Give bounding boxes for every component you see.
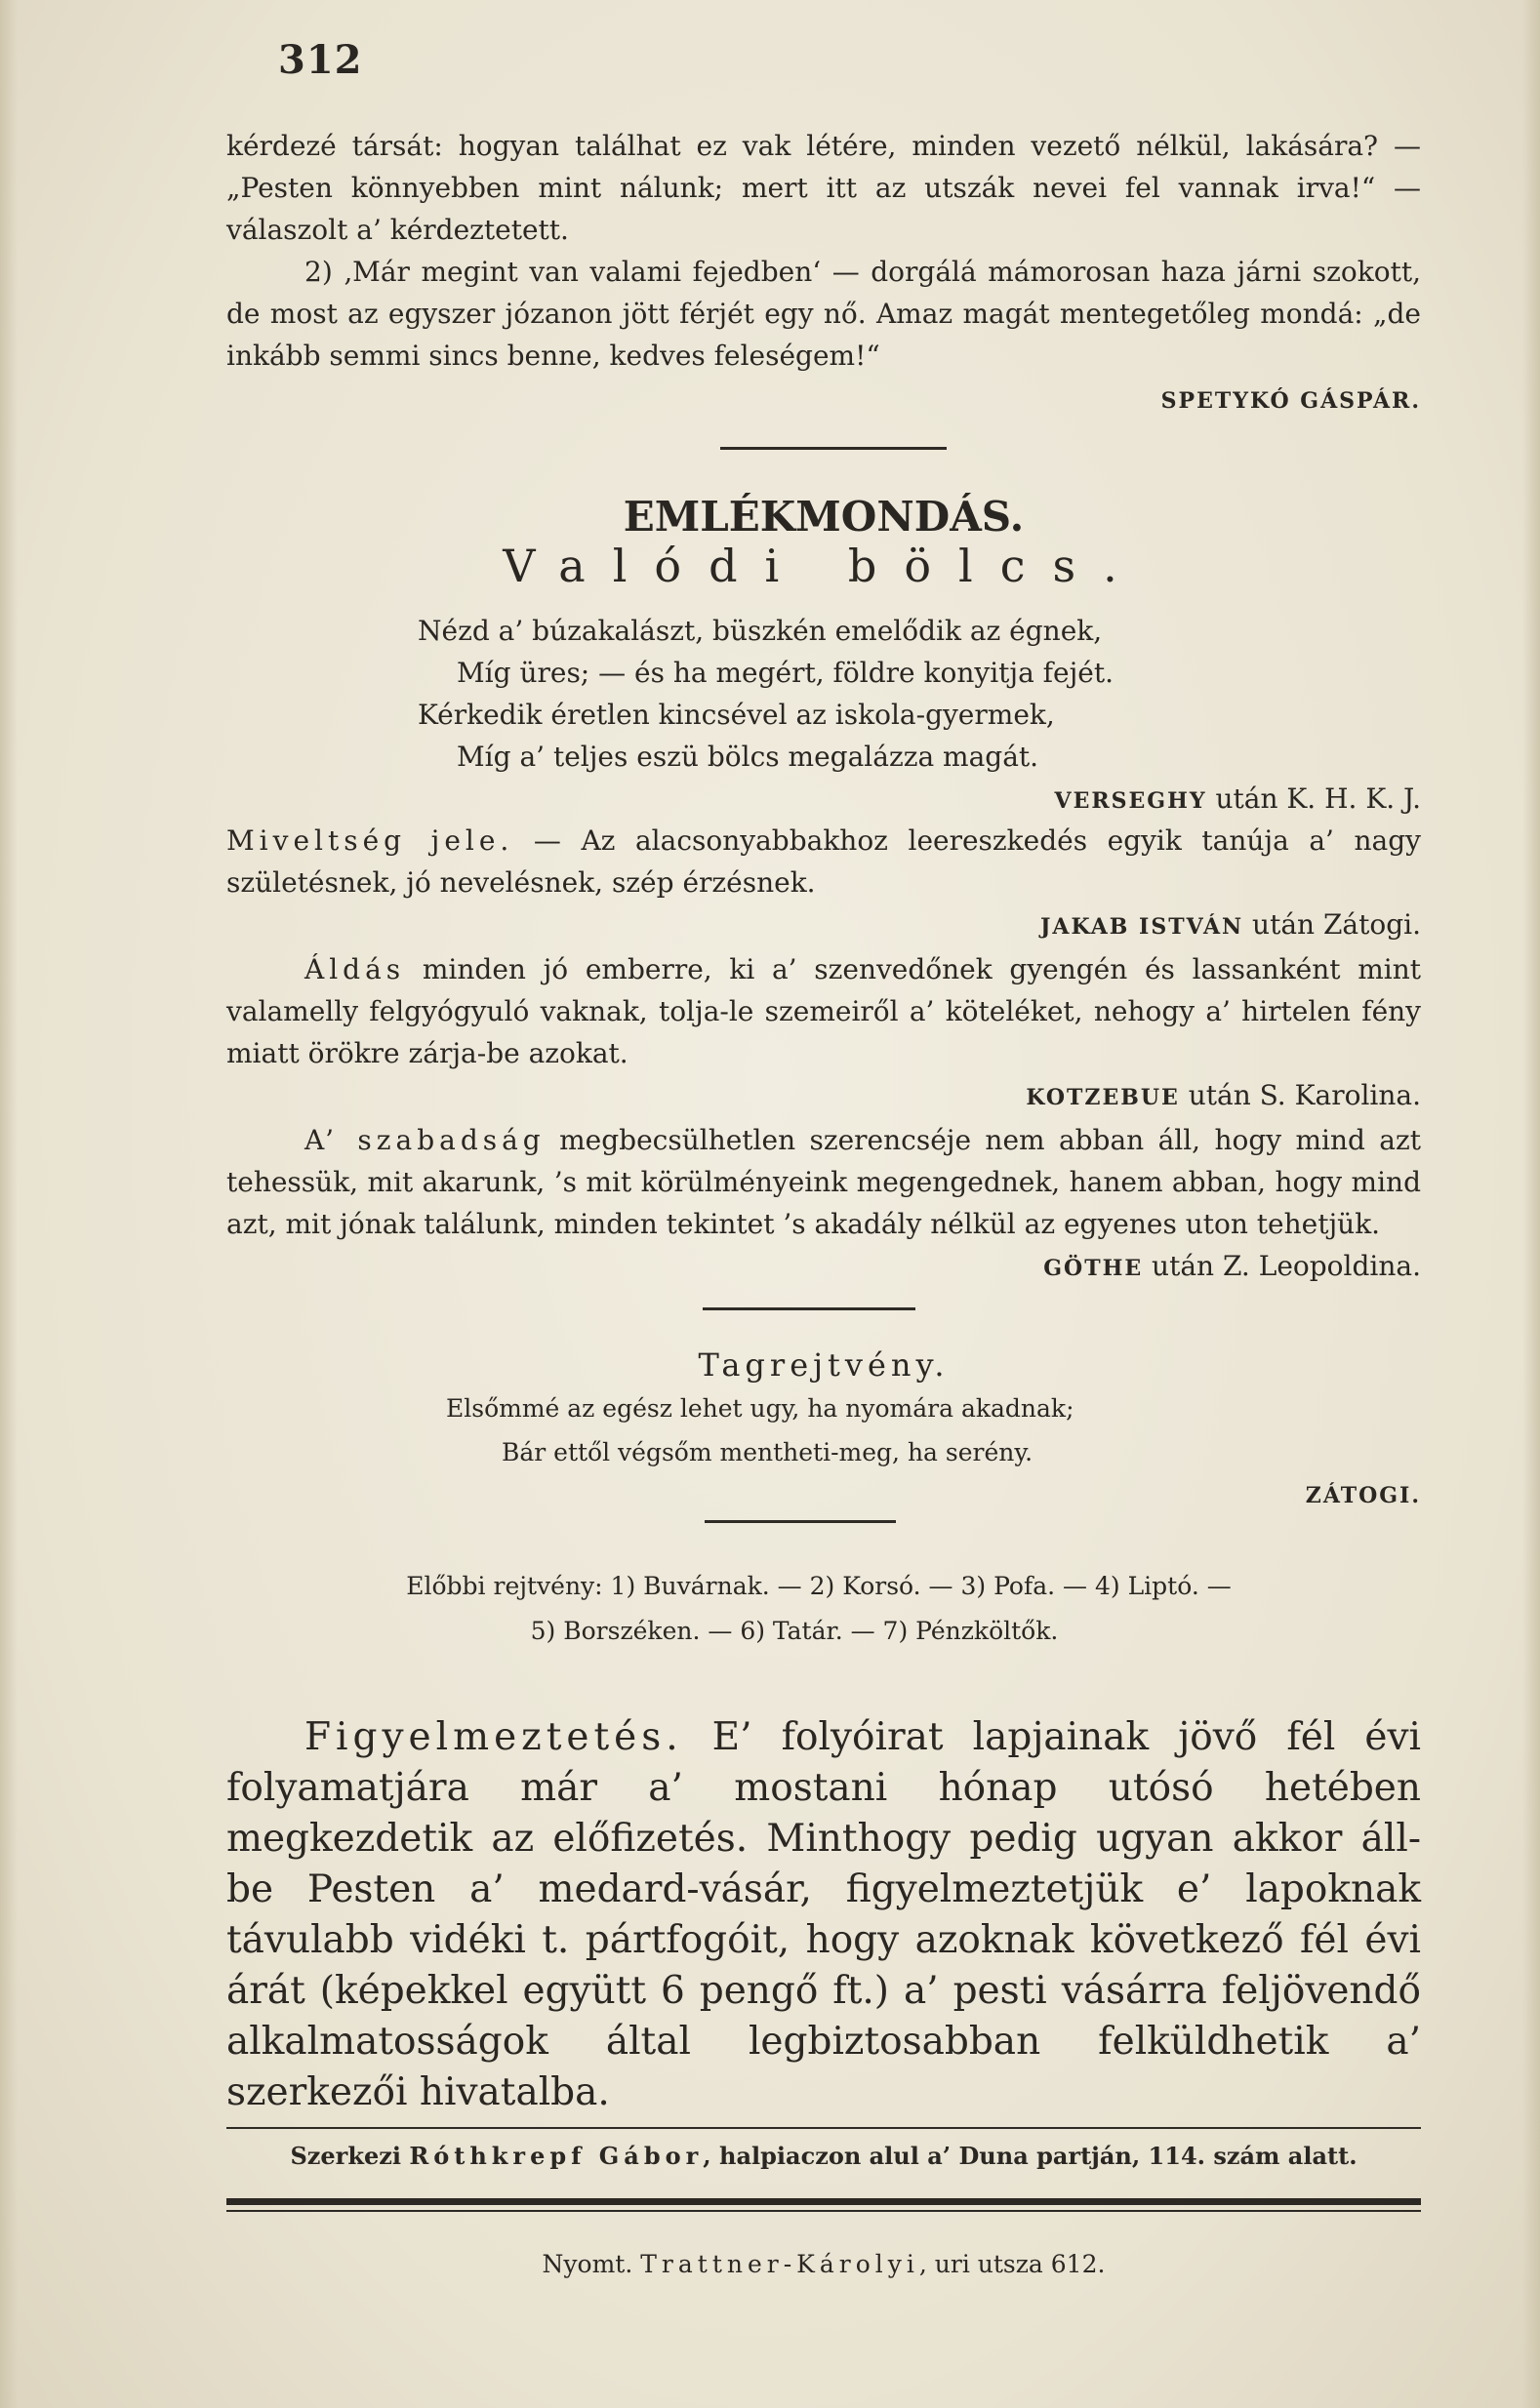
riddle-signature: ZÁTOGI.: [1305, 1483, 1421, 1508]
saying-2-author: KOTZEBUE: [1026, 1085, 1180, 1110]
answers-line-1: Előbbi rejtvény: 1) Buvárnak. — 2) Korsó. — 3) Pofa. — 4) Liptó. —: [406, 1572, 1232, 1600]
editor-name: Róthkrepf Gábor: [409, 2142, 704, 2170]
anecdote-signature: SPETYKÓ GÁSPÁR.: [1160, 388, 1421, 414]
printer-name: Trattner-Károlyi: [640, 2250, 919, 2278]
divider-rule-1: [720, 447, 947, 450]
page-right-edge: [1522, 0, 1540, 2408]
poem-block: [226, 610, 1421, 823]
saying-2-text: minden jó emberre, ki a’ szenvedőnek gyengén és lassanként mint valamelly felgyógyuló vaknak, tolja-le szemeiről a’ köteléket, nehogy a’ hirtelen fény miatt örökre zárja-be azokat.: [226, 953, 1421, 1069]
riddle-title: Tagrejtvény.: [698, 1346, 950, 1384]
poem-line-4: Míg a’ teljes eszü bölcs megalázza magát.: [457, 741, 1039, 773]
poem-line-2: Míg üres; — és ha megért, földre konyitja fejét.: [457, 657, 1114, 689]
saying-3: [226, 1119, 1421, 1245]
anecdote-block: [226, 125, 1421, 422]
printer-prefix: Nyomt.: [542, 2250, 641, 2278]
page-left-edge: [0, 0, 18, 2408]
riddle-line-2: Bár ettől végsőm mentheti-meg, ha serény.: [502, 1438, 1033, 1466]
poem-attribution-rest: után K. H. K. J.: [1206, 783, 1421, 815]
poem-title: Valódi bölcs.: [503, 540, 1145, 592]
sayings-block: [226, 820, 1421, 1290]
divider-rule-2: [703, 1307, 915, 1310]
footer-rule-top: [226, 2127, 1421, 2129]
riddle-block: [226, 1386, 1421, 1518]
divider-rule-3: [705, 1520, 896, 1523]
editor-line: [226, 2142, 1421, 2170]
notice-lead: Figyelmeztetés.: [304, 1715, 683, 1759]
notice-text: E’ folyóirat lapjainak jövő fél évi folyamatjára már a’ mostani hónap utósó hetében megkezdetik az előfizetés. Minthogy pedig ugyan akkor áll-be Pesten a’ medard-vásár, figyelmeztetjük e’ lapoknak távulabb vidéki t. pártfogóit, hogy azoknak következő fél évi árát (képekkel együtt 6 pengő ft.) a’ pesti vásárra feljövendő alkalmatosságok által legbiztosabban felküldhetik a’ szerkezői hivatalba.: [226, 1715, 1421, 2114]
notice-paragraph: [226, 1712, 1421, 2118]
riddle-line-1: Elsőmmé az egész lehet ugy, ha nyomára akadnak;: [446, 1394, 1074, 1423]
poem-line-1: Nézd a’ búzakalászt, büszkén emelődik az égnek,: [418, 615, 1103, 647]
poem-line-3: Kérkedik éretlen kincsével az iskola-gyermek,: [418, 699, 1055, 731]
saying-1-rest: után Zátogi.: [1243, 908, 1421, 941]
saying-1-attribution: [226, 903, 1421, 948]
saying-3-author: GÖTHE: [1043, 1256, 1144, 1281]
notice-block: [226, 1712, 1421, 2118]
previous-answers: [226, 1564, 1421, 1654]
anecdote-paragraph-2: 2) ‚Már megint van valami fejedben‘ — dorgálá mámorosan haza járni szokott, de most az egyszer józanon jött férjét egy nő. Amaz magát mentegetőleg mondá: „de inkább semmi sincs benne, kedves feleségem!“: [226, 256, 1421, 372]
saying-2-rest: után S. Karolina.: [1179, 1079, 1421, 1111]
saying-3-lead: A’ szabadság: [304, 1124, 546, 1156]
printer-line: [226, 2250, 1421, 2278]
page-number: 312: [278, 37, 363, 83]
saying-1-author: JAKAB ISTVÁN: [1040, 914, 1244, 940]
editor-prefix: Szerkezi: [290, 2142, 410, 2170]
footer-rule-thin: [226, 2210, 1421, 2212]
answers-line-2: 5) Borszéken. — 6) Tatár. — 7) Pénzköltők.: [530, 1617, 1059, 1645]
section-title: EMLÉKMONDÁS.: [623, 493, 1025, 541]
saying-1: [226, 820, 1421, 903]
editor-suffix: , halpiaczon alul a’ Duna partján, 114. szám alatt.: [703, 2142, 1358, 2170]
poem-attribution: [226, 778, 1421, 823]
printer-suffix: , uri utsza 612.: [918, 2250, 1106, 2278]
anecdote-paragraph-1: kérdezé társát: hogyan találhat ez vak létére, minden vezető nélkül, lakására? — „Pesten könnyebben mint nálunk; mert itt az utszák nevei fel vannak irva!“ — válaszolt a’ kérdeztetett.: [226, 130, 1421, 246]
saying-2: [226, 948, 1421, 1074]
saying-2-attribution: [226, 1074, 1421, 1119]
saying-2-lead: Áldás: [304, 953, 406, 985]
saying-3-attribution: [226, 1245, 1421, 1290]
footer-rule-thick: [226, 2198, 1421, 2205]
saying-1-text: — Az alacsonyabbakhoz leereszkedés egyik tanúja a’ nagy születésnek, jó nevelésnek, szép érzésnek.: [226, 824, 1421, 899]
saying-3-rest: után Z. Leopoldina.: [1143, 1250, 1421, 1282]
saying-1-lead: Miveltség jele.: [226, 824, 514, 857]
poem-attribution-author: VERSEGHY: [1054, 788, 1207, 814]
saying-3-text: megbecsülhetlen szerencséje nem abban áll, hogy mind azt tehessük, mit akarunk, ’s mit körülményeink megengednek, hanem abban, hogy mind azt, mit jónak találunk, minden tekintet ’s akadály nélkül az egyenes uton tehetjük.: [226, 1124, 1422, 1240]
